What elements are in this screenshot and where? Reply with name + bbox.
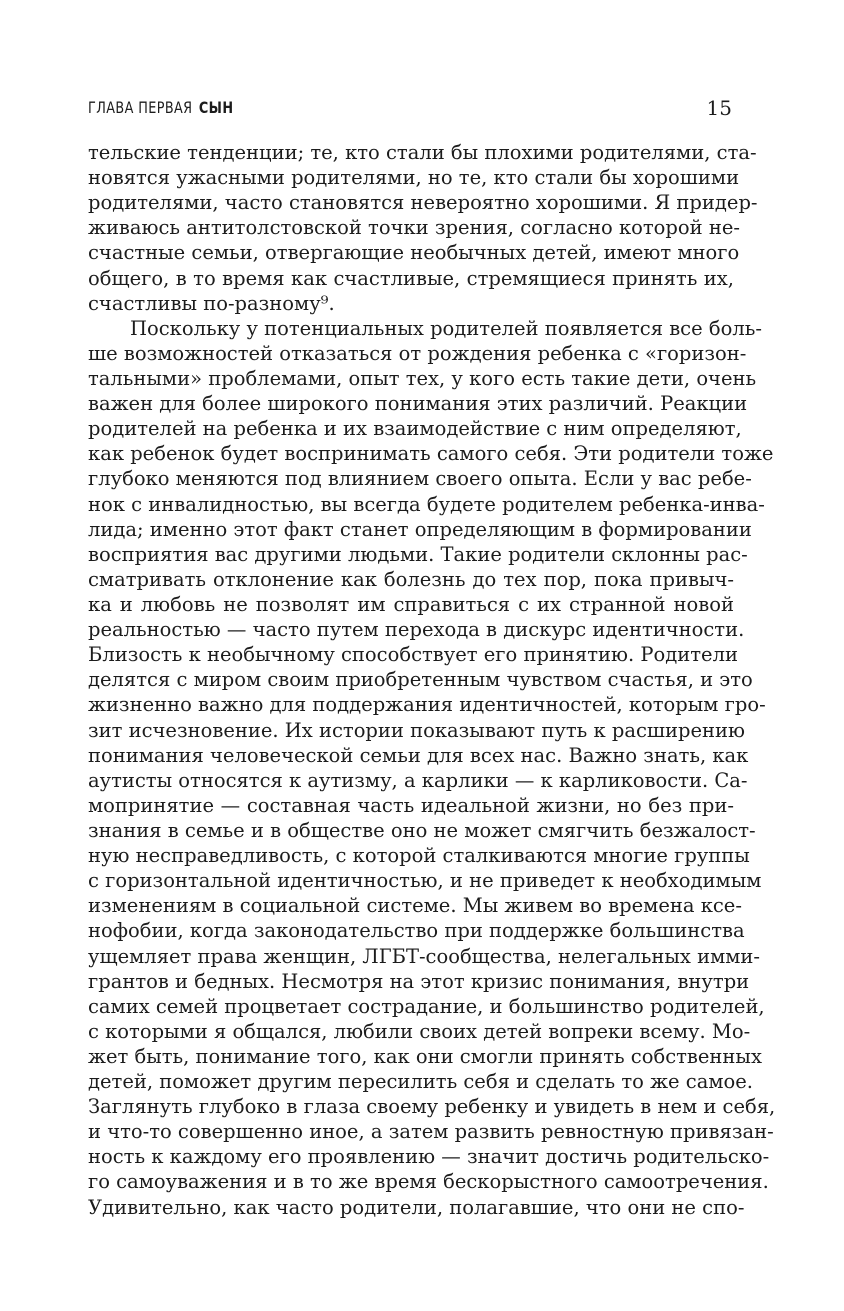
text-line: с горизонтальной идентичностью, и не приведет к необходимым — [88, 869, 762, 893]
text-line: реальностью — часто путем перехода в дискурс идентичности. — [88, 618, 745, 642]
text-line: знания в семье и в обществе оно не может смягчить безжалост- — [88, 818, 756, 842]
text-line: родителями, часто становятся невероятно хорошими. Я придер- — [88, 191, 758, 215]
text-line: живаюсь антитолстовской точки зрения, согласно которой не- — [88, 216, 740, 240]
page-number: 15 — [706, 96, 732, 120]
text-line: делятся с миром своим приобретенным чувством счастья, и это — [88, 668, 753, 692]
text-line: тельские тенденции; те, кто стали бы плохими родителями, ста- — [88, 141, 757, 164]
text-line: счастные семьи, отвергающие необычных детей, имеют много — [88, 241, 740, 265]
text-line: го самоуважения и в то же время бескорыстного самоотречения. — [88, 1170, 769, 1194]
text-line: детей, поможет другим пересилить себя и сделать то же самое. — [88, 1070, 753, 1094]
text-line: самих семей процветает сострадание, и большинство родителей, — [88, 994, 765, 1018]
text-line: аутисты относятся к аутизму, а карлики — к карликовости. Са- — [88, 768, 748, 792]
text-line: нофобии, когда законодательство при поддержке большинства — [88, 919, 745, 943]
text-line: и что-то совершенно иное, а затем развить ревностную привязан- — [88, 1120, 774, 1144]
text-line: Удивительно, как часто родители, полагавшие, что они не спо- — [88, 1195, 745, 1219]
text-line: изменениям в социальной системе. Мы живем во времена ксе- — [88, 894, 742, 918]
text-line: грантов и бедных. Несмотря на этот кризис понимания, внутри — [88, 969, 750, 993]
text-line: глубоко меняются под влиянием своего опыта. Если у вас ребе- — [88, 467, 752, 491]
text-line: с которыми я общался, любили своих детей вопреки всему. Мо- — [88, 1019, 751, 1043]
chapter-title: СЫН — [198, 98, 234, 117]
text-line: ше возможностей отказаться от рождения ребенка с «горизон- — [88, 341, 747, 365]
chapter-heading — [88, 98, 233, 117]
text-line: нок с инвалидностью, вы всегда будете родителем ребенка-инва- — [88, 492, 765, 516]
text-line: общего, в то время как счастливые, стремящиеся принять их, — [88, 266, 734, 290]
paragraph-first-line: Поскольку у потенциальных родителей появляется все боль- — [130, 316, 762, 340]
text-line: ущемляет права женщин, ЛГБТ-сообщества, нелегальных имми- — [88, 944, 760, 968]
text-line: тальными» проблемами, опыт тех, у кого есть такие дети, очень — [88, 366, 757, 390]
text-line: счастливы по-разному⁹. — [88, 291, 335, 315]
text-line: зит исчезновение. Их истории показывают путь к расширению — [88, 718, 745, 742]
text-line: сматривать отклонение как болезнь до тех пор, пока привыч- — [88, 567, 734, 591]
text-line: жет быть, понимание того, как они смогли принять собственных — [88, 1044, 762, 1068]
text-line: Заглянуть глубоко в глаза своему ребенку и увидеть в нем и себя, — [88, 1095, 776, 1119]
text-line: мопринятие — составная часть идеальной жизни, но без при- — [88, 793, 734, 817]
text-line: жизненно важно для поддержания идентичностей, которым гро- — [88, 693, 766, 717]
running-head — [88, 96, 734, 120]
text-line: ка и любовь не позволят им справиться с их странной новой — [88, 592, 734, 616]
chapter-label: ГЛАВА ПЕРВАЯ — [88, 98, 193, 117]
text-line: ность к каждому его проявлению — значит достичь родительско- — [88, 1145, 770, 1169]
text-line: ную несправедливость, с которой сталкиваются многие группы — [88, 844, 750, 868]
text-line: новятся ужасными родителями, но те, кто стали бы хорошими — [88, 166, 740, 190]
text-line: как ребенок будет воспринимать самого себя. Эти родители тоже — [88, 442, 774, 466]
text-line: восприятия вас другими людьми. Такие родители склонны рас- — [88, 542, 748, 566]
text-line: лида; именно этот факт станет определяющим в формировании — [88, 517, 752, 541]
text-line: важен для более широкого понимания этих различий. Реакции — [88, 392, 748, 416]
text-line: понимания человеческой семьи для всех нас. Важно знать, как — [88, 743, 749, 767]
text-line: родителей на ребенка и их взаимодействие с ним определяют, — [88, 417, 742, 441]
body-text — [88, 140, 776, 1220]
text-line: Близость к необычному способствует его принятию. Родители — [88, 643, 738, 667]
